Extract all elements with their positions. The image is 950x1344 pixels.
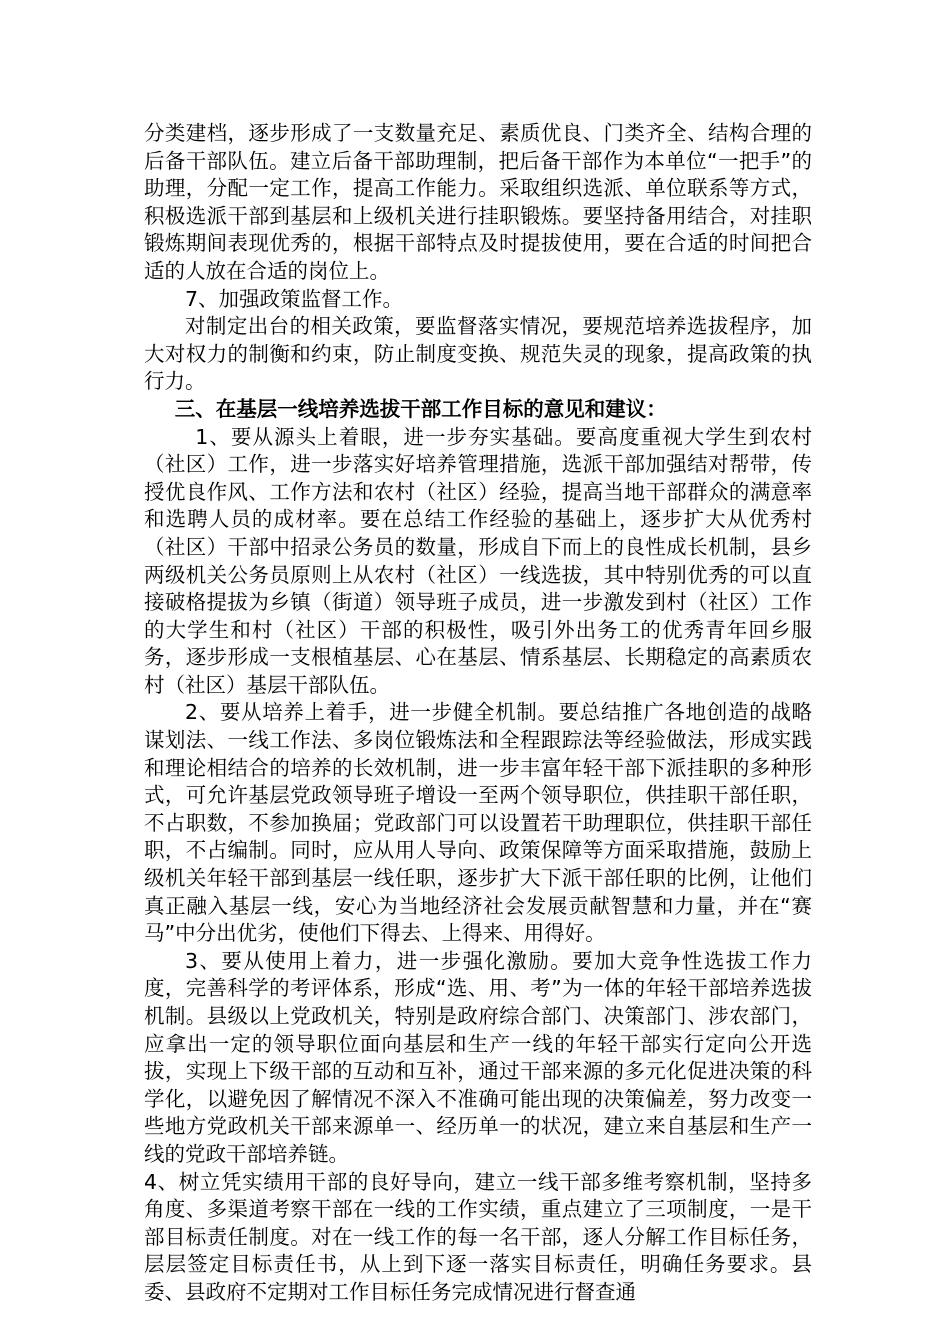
paragraph-reserve-cadres: 分类建档，逐步形成了一支数量充足、素质优良、门类齐全、结构合理的后备干部队伍。建立后备干部助理制，把后备干部作为本单位“一把手”的助理，分配一定工作，提高工作能力。采取组织选派、单位联系等方式，积极选派干部到基层和上级机关进行挂职锻炼。要坚持备用结合，对挂职锻炼期间表现优秀的，根据干部特点及时提拔使用，要在合适的时间把合适的人放在合适的岗位上。 [144, 121, 812, 283]
document-body [144, 120, 812, 1307]
paragraph-point-3: 3、要从使用上着力，进一步强化激励。要加大竞争性选拔工作力度，完善科学的考评体系，形成“选、用、考”为一体的年轻干部培养选拔机制。县级以上党政机关，特别是政府综合部门、决策部门、涉农部门，应拿出一定的领导职位面向基层和生产一线的年轻干部实行定向公开选拔，实现上下级干部的互动和互补，通过干部来源的多元化促进决策的科学化，以避免因了解情况不深入不准确可能出现的决策偏差，努力改变一些地方党政机关干部来源单一、经历单一的状况，建立来自基层和生产一线的党政干部培养链。 [144, 948, 812, 1166]
section-heading-three: 三、在基层一线培养选拔干部工作目标的意见和建议： [174, 396, 667, 421]
paragraph-point-2: 2、要从培养上着手，进一步健全机制。要总结推广各地创造的战略谋划法、一线工作法、多岗位锻炼法和全程跟踪法等经验做法，形成实践和理论相结合的培养的长效机制，进一步丰富年轻干部下派挂职的多种形式，可允许基层党政领导班子增设一至两个领导职位，供挂职干部任职，不占职数，不参加换届；党政部门可以设置若干助理职位，供挂职干部任职，不占编制。同时，应从用人导向、政策保障等方面采取措施，鼓励上级机关年轻干部到基层一线任职，逐步扩大下派干部任职的比例，让他们真正融入基层一线，安心为当地经济社会发展贡献智慧和力量，并在“赛马”中分出优劣，使他们下得去、上得来、用得好。 [144, 700, 812, 946]
paragraph-point-1: 1、要从源头上着眼，进一步夯实基础。要高度重视大学生到农村（社区）工作，进一步落实好培养管理措施，选派干部加强结对帮带，传授优良作风、工作方法和农村（社区）经验，提高当地干部群众的满意率和选聘人员的成材率。要在总结工作经验的基础上，逐步扩大从优秀村（社区）干部中招录公务员的数量，形成自下而上的良性成长机制，县乡两级机关公务员原则上从农村（社区）一线选拔，其中特别优秀的可以直接破格提拔为乡镇（街道）领导班子成员，进一步激发到村（社区）工作的大学生和村（社区）干部的积极性，吸引外出务工的优秀青年回乡服务，逐步形成一支根植基层、心在基层、情系基层、长期稳定的高素质农村（社区）基层干部队伍。 [144, 424, 812, 697]
paragraph-policy-supervision: 对制定出台的相关政策，要监督落实情况，要规范培养选拔程序，加大对权力的制衡和约束，防止制度变换、规范失灵的现象，提高政策的执行力。 [144, 314, 812, 394]
paragraph-point-4: 4、树立凭实绩用干部的良好导向，建立一线干部多维考察机制，坚持多角度、多渠道考察干部在一线的工作实绩，重点建立了三项制度，一是干部目标责任制度。对在一线工作的每一名干部，逐人分解工作目标任务，层层签定目标责任书，从上到下逐一落实目标责任，明确任务要求。县委、县政府不定期对工作目标任务完成情况进行督查通 [144, 1169, 812, 1304]
heading-policy-supervision: 7、加强政策监督工作。 [185, 286, 404, 311]
